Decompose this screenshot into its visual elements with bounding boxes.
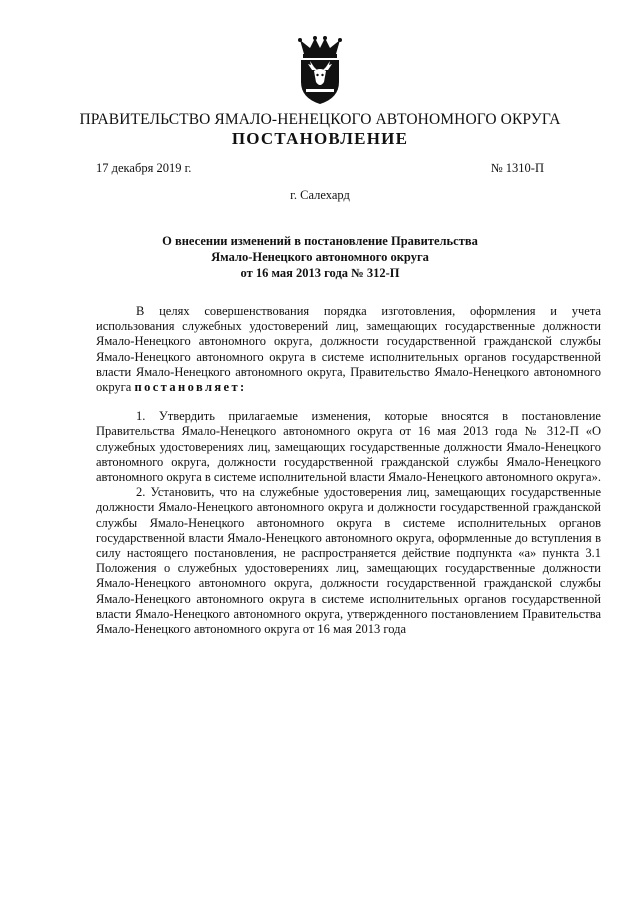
subject-line-3: от 16 мая 2013 года № 312-П <box>240 266 400 280</box>
resolves-keyword: постановляет: <box>134 380 247 395</box>
preamble-paragraph <box>96 304 601 395</box>
document-subject <box>0 233 640 281</box>
emblem-graphic <box>290 36 350 106</box>
subject-line-1: О внесении изменений в постановление Правительства <box>162 234 478 248</box>
government-title: ПРАВИТЕЛЬСТВО ЯМАЛО-НЕНЕЦКОГО АВТОНОМНОГО ОКРУГА <box>79 111 561 128</box>
preamble-text: В целях совершенствования порядка изготовления, оформления и учета использования служебных удостоверений лиц, замещающих государственные должности Ямало-Ненецкого автономного округа, должности государственной гражданской службы Ямало-Ненецкого автономного округа в системе исполнительных органов государственной власти Ямало-Ненецкого автономного округа, Правительство Ямало-Ненецкого автономного округа <box>96 304 601 395</box>
document-type-title: ПОСТАНОВЛЕНИЕ <box>231 129 409 148</box>
document-number: № 1310-П <box>490 161 544 175</box>
clause-2-paragraph: 2. Установить, что на служебные удостоверения лиц, замещающих государственные должности Ямало-Ненецкого автономного округа и должности государственной гражданской службы Ямало-Ненецкого автономного округа в системе исполнительных органов государственной власти Ямало-Ненецкого автономного округа, оформленные до вступления в силу настоящего постановления, не распространяется действие подпункта «а» пункта 3.1 Положения о служебных удостоверениях лиц, замещающих государственные должности Ямало-Ненецкого автономного округа, должности государственной гражданской службы Ямало-Ненецкого автономного округа в системе исполнительных органов государственной власти Ямало-Ненецкого автономного округа, утвержденного постановлением Правительства Ямало-Ненецкого автономного округа от 16 мая 2013 года <box>96 485 601 637</box>
document-body <box>96 304 601 637</box>
subject-line-2: Ямало-Ненецкого автономного округа <box>211 250 429 264</box>
document-date: 17 декабря 2019 г. <box>96 161 192 175</box>
document-city: г. Салехард <box>290 188 350 202</box>
clause-1-paragraph: 1. Утвердить прилагаемые изменения, которые вносятся в постановление Правительства Ямало-Ненецкого автономного округа от 16 мая 2013 года № 312-П «О служебных удостоверениях лиц, замещающих государственные должности Ямало-Ненецкого автономного округа, должности государственной гражданской службы Ямало-Ненецкого автономного округа в системе исполнительной власти Ямало-Ненецкого автономного округа». <box>96 409 601 485</box>
coat-of-arms-icon <box>290 36 350 106</box>
